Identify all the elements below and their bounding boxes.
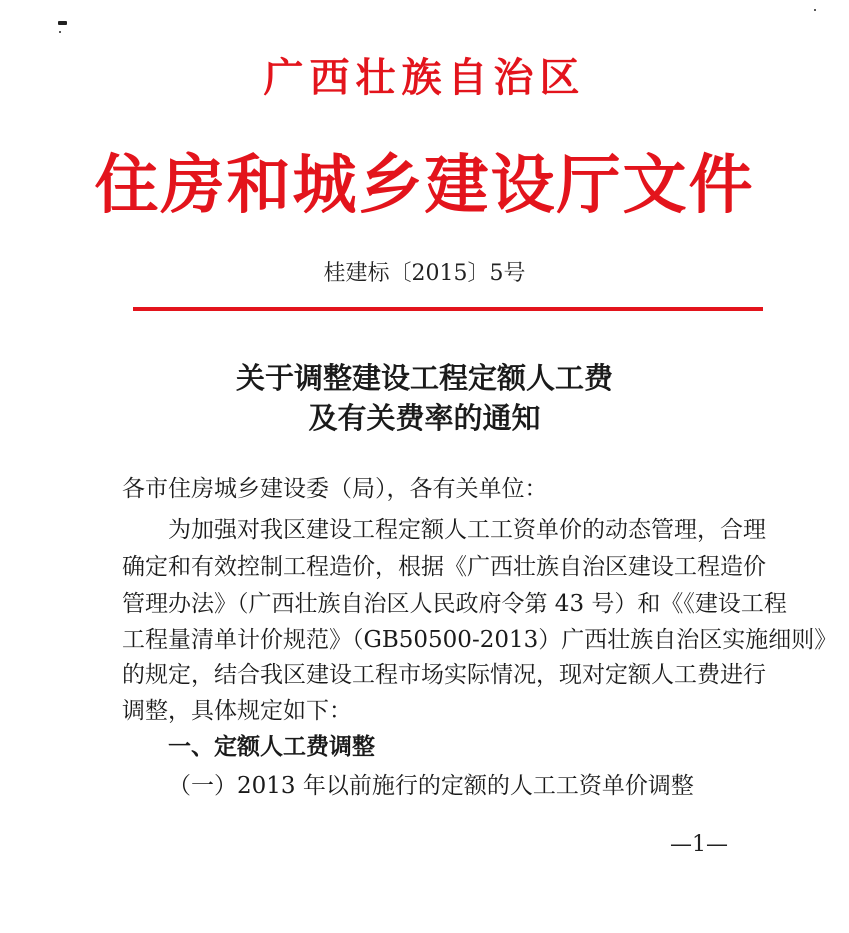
- notice-title-line-1: 关于调整建设工程定额人工费: [235, 361, 613, 395]
- document-number: 桂建标〔2015〕5号: [323, 261, 526, 286]
- scan-speck: [59, 31, 61, 33]
- page-number: —1—: [670, 832, 728, 857]
- red-divider: [133, 307, 763, 311]
- paragraph-line: 工程量清单计价规范》（GB50500-2013）广西壮族自治区实施细则》: [122, 627, 838, 653]
- paragraph-line: 为加强对我区建设工程定额人工工资单价的动态管理，合理: [168, 517, 766, 543]
- salutation: 各市住房城乡建设委（局），各有关单位：: [122, 476, 548, 502]
- paragraph-line: 确定和有效控制工程造价，根据《广西壮族自治区建设工程造价: [122, 554, 766, 580]
- subsection-heading: （一）2013 年以前施行的定额的人工工资单价调整: [168, 773, 694, 799]
- paragraph-line: 的规定，结合我区建设工程市场实际情况，现对定额人工费进行: [122, 662, 766, 688]
- section-heading: 一、定额人工费调整: [168, 733, 375, 760]
- issuer-doc-title: 住房和城乡建设厅文件: [94, 148, 755, 223]
- paragraph-line: 管理办法》（广西壮族自治区人民政府令第 43 号）和《《建设工程: [122, 591, 787, 617]
- notice-title-line-2: 及有关费率的通知: [308, 401, 541, 435]
- scan-speck: [814, 9, 816, 11]
- issuer-region: 广西壮族自治区: [263, 54, 586, 101]
- paragraph-line: 调整，具体规定如下：: [122, 698, 352, 724]
- scan-speck: [58, 21, 67, 25]
